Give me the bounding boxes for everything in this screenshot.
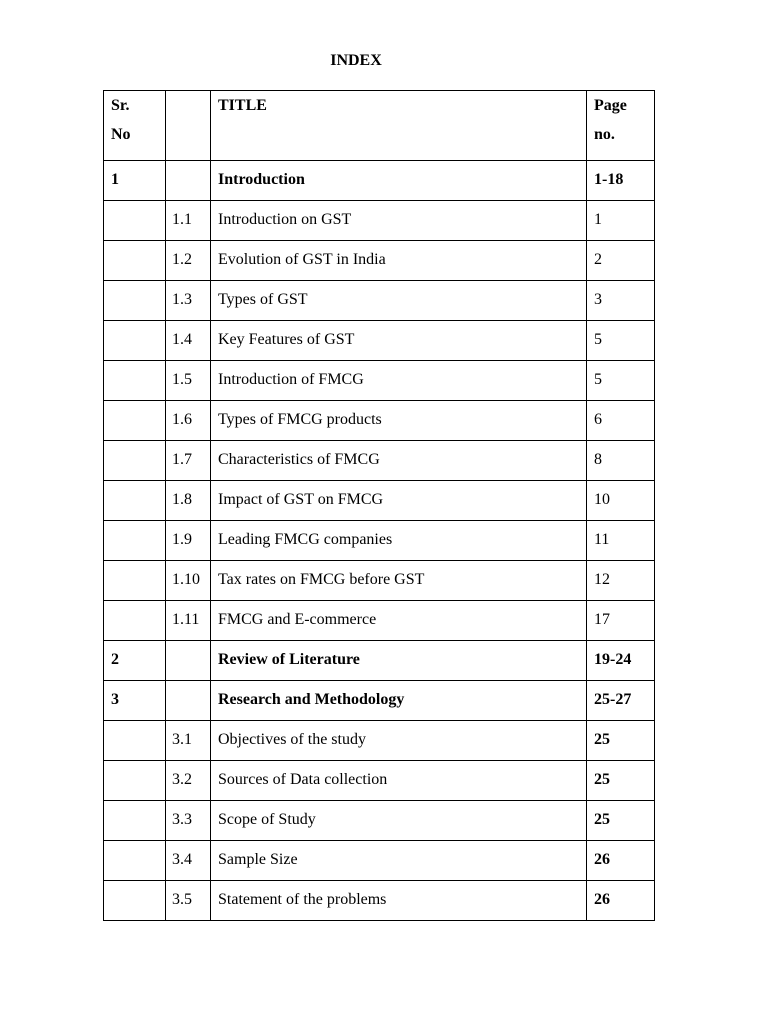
- row-sr-no: [104, 601, 166, 641]
- row-page-number: 5: [587, 321, 655, 361]
- row-sr-no: [104, 201, 166, 241]
- table-row: [104, 801, 655, 841]
- table-row: [104, 521, 655, 561]
- row-section-number: [166, 161, 211, 201]
- row-title: Review of Literature: [211, 641, 587, 681]
- header-sr-no: [104, 91, 166, 161]
- row-sr-no: [104, 801, 166, 841]
- row-title: Introduction of FMCG: [211, 361, 587, 401]
- row-title: Key Features of GST: [211, 321, 587, 361]
- table-row: [104, 641, 655, 681]
- index-table-body: [104, 91, 655, 921]
- header-sr-label: Sr.: [111, 97, 130, 114]
- row-title: Impact of GST on FMCG: [211, 481, 587, 521]
- row-title: Statement of the problems: [211, 881, 587, 921]
- row-sr-no: [104, 881, 166, 921]
- row-title: Sources of Data collection: [211, 761, 587, 801]
- row-section-number: [166, 641, 211, 681]
- row-title: Objectives of the study: [211, 721, 587, 761]
- row-page-number: 25: [587, 801, 655, 841]
- row-sr-no: [104, 721, 166, 761]
- row-title: Sample Size: [211, 841, 587, 881]
- row-sr-no: [104, 361, 166, 401]
- row-title: Introduction on GST: [211, 201, 587, 241]
- row-section-number: 1.6: [166, 401, 211, 441]
- row-sr-no: 3: [104, 681, 166, 721]
- row-page-number: 26: [587, 841, 655, 881]
- row-page-number: 3: [587, 281, 655, 321]
- row-page-number: 11: [587, 521, 655, 561]
- row-section-number: 1.9: [166, 521, 211, 561]
- table-header-row: [104, 91, 655, 161]
- row-sr-no: [104, 321, 166, 361]
- row-section-number: 3.5: [166, 881, 211, 921]
- row-sr-no: [104, 561, 166, 601]
- header-title-label: TITLE: [218, 97, 267, 114]
- row-title: Characteristics of FMCG: [211, 441, 587, 481]
- row-page-number: 17: [587, 601, 655, 641]
- table-row: [104, 721, 655, 761]
- row-sr-no: [104, 241, 166, 281]
- table-row: [104, 841, 655, 881]
- row-section-number: 1.4: [166, 321, 211, 361]
- page-title: INDEX: [330, 52, 382, 69]
- table-row: [104, 601, 655, 641]
- row-page-number: 25: [587, 721, 655, 761]
- header-page-no: [587, 91, 655, 161]
- row-section-number: 1.5: [166, 361, 211, 401]
- row-title: FMCG and E-commerce: [211, 601, 587, 641]
- row-page-number: 1: [587, 201, 655, 241]
- row-title: Types of GST: [211, 281, 587, 321]
- row-section-number: 1.3: [166, 281, 211, 321]
- row-page-number: 25: [587, 761, 655, 801]
- row-title: Leading FMCG companies: [211, 521, 587, 561]
- table-row: [104, 361, 655, 401]
- table-row: [104, 281, 655, 321]
- row-page-number: 6: [587, 401, 655, 441]
- row-title: Tax rates on FMCG before GST: [211, 561, 587, 601]
- table-row: [104, 441, 655, 481]
- row-title: Types of FMCG products: [211, 401, 587, 441]
- row-page-number: 8: [587, 441, 655, 481]
- row-page-number: 10: [587, 481, 655, 521]
- row-section-number: 3.1: [166, 721, 211, 761]
- header-page-label: Page: [594, 97, 627, 114]
- table-row: [104, 881, 655, 921]
- table-row: [104, 161, 655, 201]
- row-page-number: 5: [587, 361, 655, 401]
- row-sr-no: [104, 481, 166, 521]
- header-no-label: No: [111, 126, 131, 143]
- header-sub: [166, 91, 211, 161]
- row-section-number: 1.7: [166, 441, 211, 481]
- row-section-number: 1.2: [166, 241, 211, 281]
- table-row: [104, 681, 655, 721]
- header-title: [211, 91, 587, 161]
- index-table: [103, 90, 655, 921]
- row-sr-no: [104, 761, 166, 801]
- row-section-number: 1.8: [166, 481, 211, 521]
- table-row: [104, 401, 655, 441]
- row-page-number: 26: [587, 881, 655, 921]
- row-section-number: 1.10: [166, 561, 211, 601]
- header-page-no-label: no.: [594, 126, 615, 143]
- row-page-number: 19-24: [587, 641, 655, 681]
- row-section-number: 1.11: [166, 601, 211, 641]
- row-sr-no: [104, 281, 166, 321]
- row-sr-no: 2: [104, 641, 166, 681]
- row-sr-no: [104, 841, 166, 881]
- row-sr-no: [104, 521, 166, 561]
- row-sr-no: [104, 401, 166, 441]
- row-page-number: 1-18: [587, 161, 655, 201]
- row-section-number: 3.4: [166, 841, 211, 881]
- table-row: [104, 241, 655, 281]
- row-sr-no: [104, 441, 166, 481]
- row-page-number: 12: [587, 561, 655, 601]
- table-row: [104, 561, 655, 601]
- row-section-number: 3.3: [166, 801, 211, 841]
- table-row: [104, 321, 655, 361]
- row-section-number: 1.1: [166, 201, 211, 241]
- table-row: [104, 481, 655, 521]
- row-page-number: 2: [587, 241, 655, 281]
- row-section-number: 3.2: [166, 761, 211, 801]
- row-title: Scope of Study: [211, 801, 587, 841]
- row-section-number: [166, 681, 211, 721]
- row-title: Research and Methodology: [211, 681, 587, 721]
- row-sr-no: 1: [104, 161, 166, 201]
- row-title: Introduction: [211, 161, 587, 201]
- row-title: Evolution of GST in India: [211, 241, 587, 281]
- table-row: [104, 201, 655, 241]
- table-row: [104, 761, 655, 801]
- row-page-number: 25-27: [587, 681, 655, 721]
